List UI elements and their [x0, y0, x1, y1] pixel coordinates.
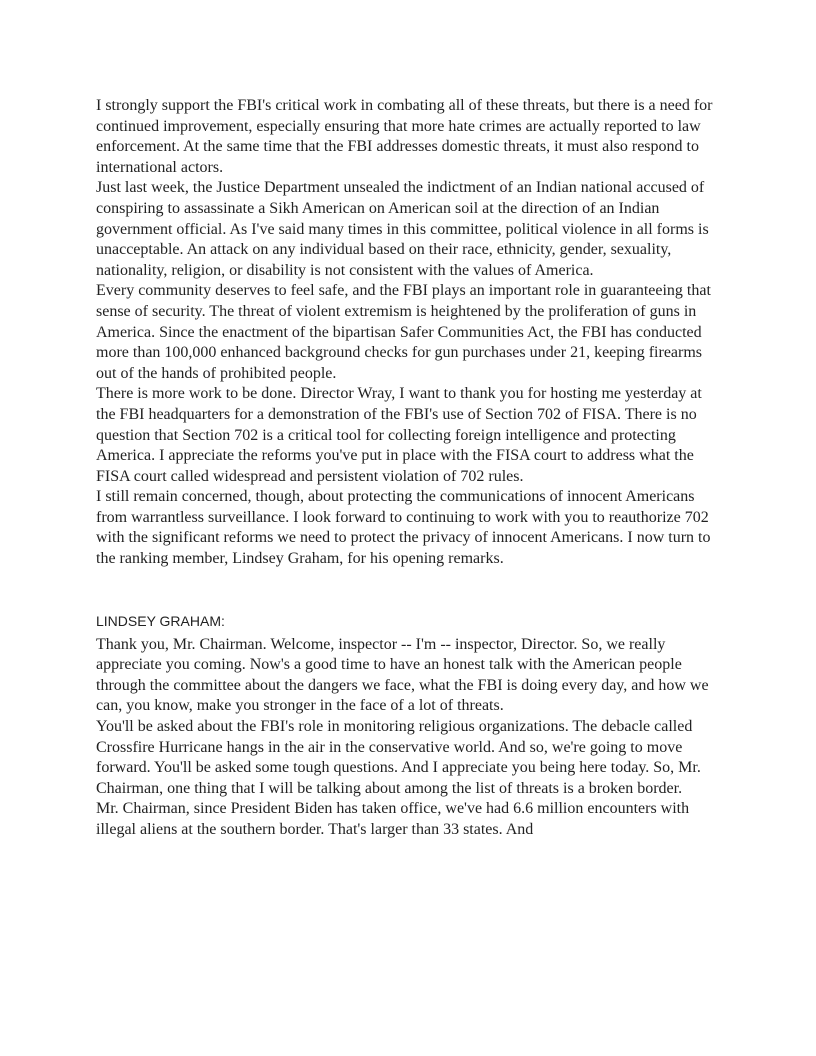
transcript-page	[96, 96, 720, 841]
paragraph: I still remain concerned, though, about protecting the communications of innocent Americans from warrantless surveillance. I look forward to continuing to work with you to reauthorize 702 with the significant reforms we need to protect the privacy of innocent Americans. I now turn to the ranking member, Lindsey Graham, for his opening remarks.	[96, 488, 711, 568]
speaker-label: LINDSEY GRAHAM:	[96, 612, 225, 629]
paragraph: I strongly support the FBI's critical work in combating all of these threats, but there is a need for continued improvement, especially ensuring that more hate crimes are actually reported to law enforcement. At the same time that the FBI addresses domestic threats, it must also respond to international actors.	[96, 97, 713, 176]
paragraph: You'll be asked about the FBI's role in monitoring religious organizations. The debacle called Crossfire Hurricane hangs in the air in the conservative world. And so, we're going to move forward. You'll be asked some tough questions. And I appreciate you being here today. So, Mr. Chairman, one thing that I will be talking about among the list of threats is a broken border.	[96, 718, 701, 797]
paragraph: Thank you, Mr. Chairman. Welcome, inspector -- I'm -- inspector, Director. So, we really appreciate you coming. Now's a good time to have an honest talk with the American people through the committee about the dangers we face, what the FBI is doing every day, and how we can, you know, make you stronger in the face of a lot of threats.	[96, 635, 709, 715]
paragraph: Every community deserves to feel safe, and the FBI plays an important role in guaranteeing that sense of security. The threat of violent extremism is heightened by the proliferation of guns in America. Since the enactment of the bipartisan Safer Communities Act, the FBI has conducted more than 100,000 enhanced background checks for gun purchases under 21, keeping firearms out of the hands of prohibited people.	[96, 282, 711, 382]
graham-remarks	[96, 635, 720, 841]
paragraph: Just last week, the Justice Department unsealed the indictment of an Indian national accused of conspiring to assassinate a Sikh American on American soil at the direction of an Indian government official. As I've said many times in this committee, political violence in all forms is unacceptable. An attack on any individual based on their race, ethnicity, gender, sexuality, nationality, religion, or disability is not consistent with the values of America.	[96, 179, 709, 279]
paragraph: Mr. Chairman, since President Biden has taken office, we've had 6.6 million encounters with illegal aliens at the southern border. That's larger than 33 states. And	[96, 800, 690, 838]
paragraph: There is more work to be done. Director Wray, I want to thank you for hosting me yesterday at the FBI headquarters for a demonstration of the FBI's use of Section 702 of FISA. There is no question that Section 702 is a critical tool for collecting foreign intelligence and protecting America. I appreciate the reforms you've put in place with the FISA court to address what the FISA court called widespread and persistent violation of 702 rules.	[96, 385, 702, 485]
chairman-remarks	[96, 96, 720, 570]
